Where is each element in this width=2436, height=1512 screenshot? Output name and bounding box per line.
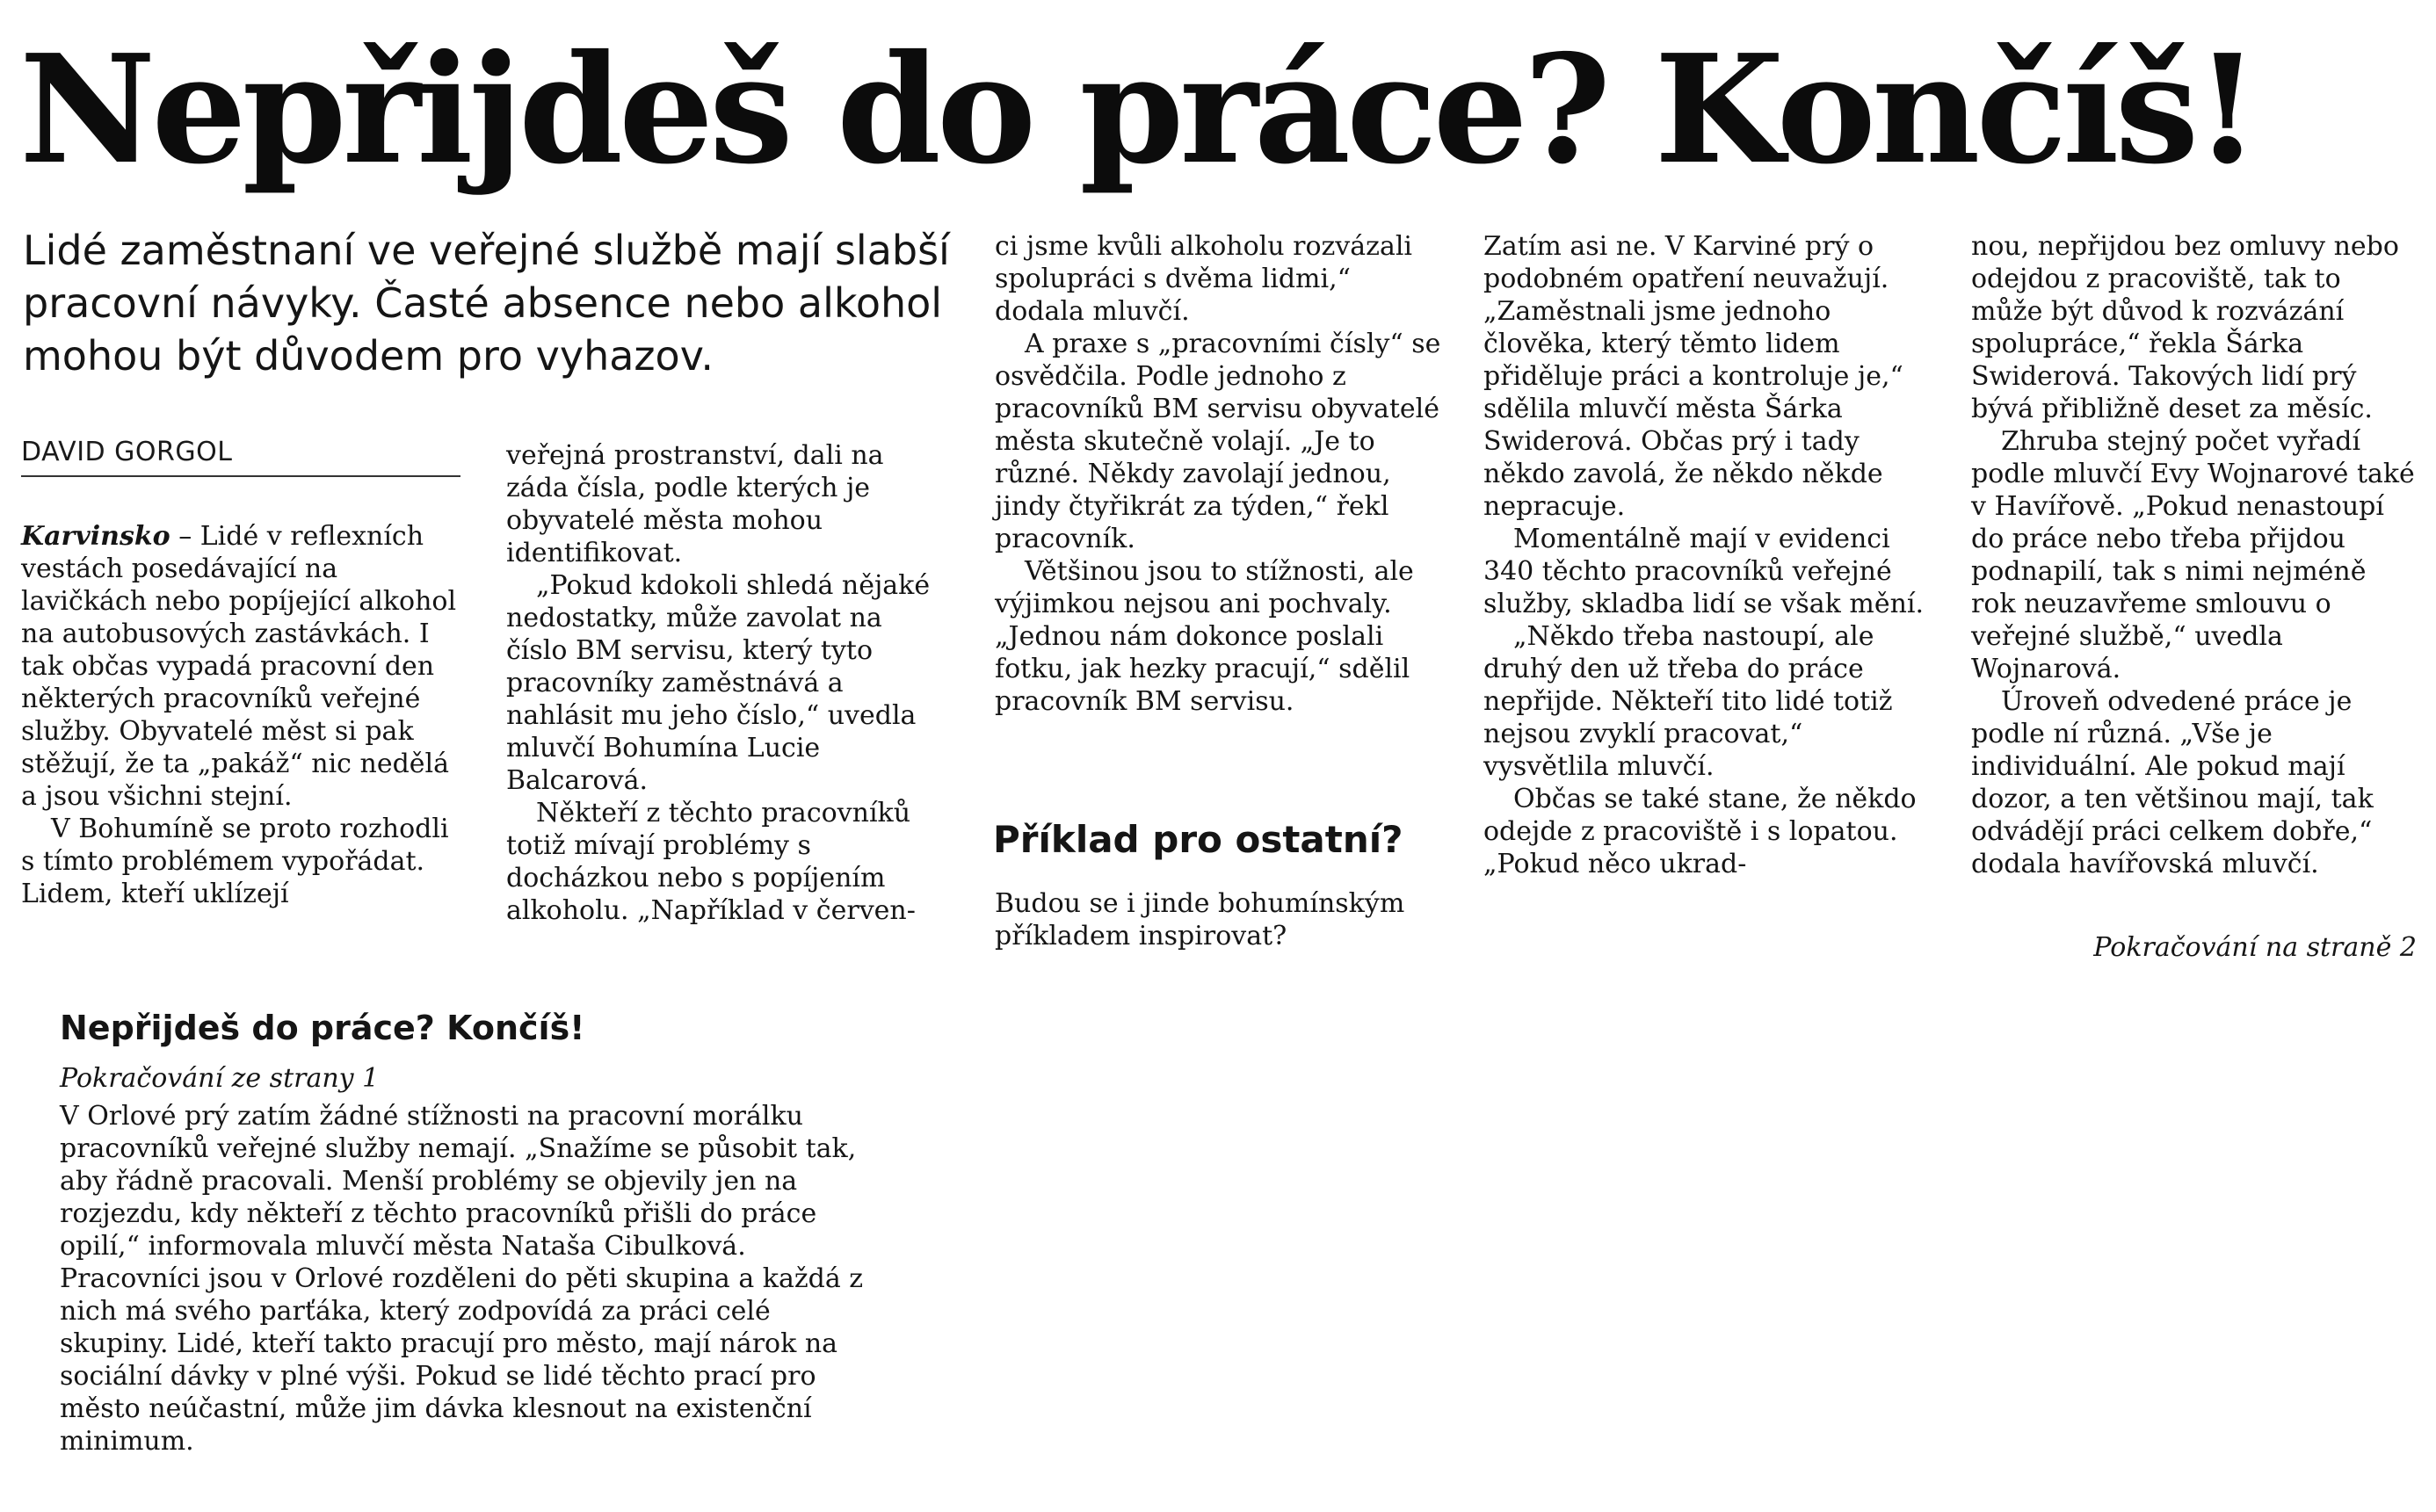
article-column-3	[995, 230, 1445, 718]
article-headline: Nepřijdeš do práce? Končíš!	[19, 22, 2256, 198]
article-column-1	[21, 520, 462, 910]
column-1-paragraph-1	[21, 520, 462, 813]
column-5-paragraph-1: nou, nepřijdou bez omluvy nebo odejdou z pracoviště, tak to může být důvod k rozvázání spolupráce,“ řekla Šárka Swiderová. Takových lidí prý bývá přibližně deset za měsíc.	[1971, 231, 2399, 424]
column-4-paragraph-2: Momentálně mají v evidenci 340 těchto pracovníků veřejné služby, skladba lidí se však mění.	[1483, 524, 1925, 619]
column-3-paragraph-1: ci jsme kvůli alkoholu rozvázali spolupráci s dvěma lidmi,“ dodala mluvčí.	[995, 231, 1413, 327]
column-5-paragraph-3: Úroveň odvedené práce je podle ní různá. „Vše je individuální. Ale pokud mají dozor, a ten většinou mají, tak odvádějí práci celkem dobře,“ dodala havířovská mluvčí.	[1971, 686, 2374, 879]
column-1-paragraph-1-text: – Lidé v reflexních vestách posedávající na lavičkách nebo popíjející alkohol na autobusových zastávkách. I tak občas vypadá pracovní den některých pracovníků veřejné služby. Obyvatelé měst si pak stěžují, že ta „pakáž“ nic nedělá a jsou všichni stejní.	[21, 521, 457, 812]
column-4-paragraph-4: Občas se také stane, že někdo odejde z pracoviště i s lopatou. „Pokud něco ukrad-	[1483, 784, 1917, 879]
article-column-3-continued	[995, 887, 1445, 952]
byline: DAVID GORGOL	[21, 435, 460, 477]
continued-on-page-note: Pokračování na straně 2	[2093, 932, 2417, 963]
column-4-paragraph-3: „Někdo třeba nastoupí, ale druhý den už třeba do práce nepřijde. Někteří tito lidé totiž nejsou zvyklí pracovat,“ vysvětlila mluvčí.	[1483, 621, 1893, 782]
article-column-2	[506, 439, 946, 927]
dateline: Karvinsko	[21, 521, 170, 552]
column-3-paragraph-4: Budou se i jinde bohumínským příkladem inspirovat?	[995, 888, 1405, 951]
continuation-body	[60, 1100, 881, 1458]
article-column-4	[1483, 230, 1927, 880]
column-1-paragraph-2: V Bohumíně se proto rozhodli s tímto problémem vypořádat. Lidem, kteří uklízejí	[21, 814, 449, 909]
column-2-paragraph-3: Někteří z těchto pracovníků totiž mívají problémy s docházkou nebo s popíjením alkoholu. „Například v červen-	[506, 798, 916, 926]
article-lead: Lidé zaměstnaní ve veřejné službě mají slabší pracovní návyky. Časté absence nebo alkohol mohou být důvodem pro vyhazov.	[23, 227, 950, 380]
column-3-paragraph-3: Většinou jsou to stížnosti, ale výjimkou nejsou ani pochvaly. „Jednou nám dokonce poslali fotku, jak hezky pracují,“ sdělil pracovník BM servisu.	[995, 556, 1414, 717]
column-5-paragraph-2: Zhruba stejný počet vyřadí podle mluvčí Evy Wojnarové také v Havířově. „Pokud nenastoupí do práce nebo třeba přijdou podnapilí, tak s nimi nejméně rok neuzavřeme smlouvu o veřejné službě,“ uvedla Wojnarová.	[1971, 426, 2415, 684]
continuation-title: Nepřijdeš do práce? Končíš!	[60, 1009, 585, 1047]
column-2-paragraph-1: veřejná prostranství, dali na záda čísla, podle kterých je obyvatelé města mohou identifikovat.	[506, 440, 884, 568]
continuation-paragraph: V Orlové prý zatím žádné stížnosti na pracovní morálku pracovníků veřejné služby nemají. „Snažíme se působit tak, aby řádně pracovali. Menší problémy se objevily jen na rozjezdu, kdy někteří z těchto pracovníků přišli do práce opilí,“ informovala mluvčí města Nataša Cibulková. Pracovníci jsou v Orlové rozděleni do pěti skupina a každá z nich má svého parťáka, který zodpovídá za práci celé skupiny. Lidé, kteří takto pracují pro město, mají nárok na sociální dávky v plné výši. Pokud se lidé těchto prací pro město neúčastní, může jim dávka klesnout na existenční minimum.	[60, 1101, 864, 1457]
column-4-paragraph-1: Zatím asi ne. V Karviné prý o podobném opatření neuvažují. „Zaměstnali jsme jednoho člověka, který těmto lidem přiděluje práci a kontroluje je,“ sdělila mluvčí města Šárka Swiderová. Občas prý i tady někdo zavolá, že někdo někde nepracuje.	[1483, 231, 1903, 522]
column-2-paragraph-2: „Pokud kdokoli shledá nějaké nedostatky, může zavolat na číslo BM servisu, který tyto pracovníky zaměstnává a nahlásit mu jeho číslo,“ uvedla mluvčí Bohumína Lucie Balcarová.	[506, 570, 931, 796]
continued-from-page-note: Pokračování ze strany 1	[60, 1063, 380, 1094]
article-subhead: Příklad pro ostatní?	[993, 818, 1403, 861]
article-column-5	[1971, 230, 2417, 880]
column-3-paragraph-2: A praxe s „pracovními čísly“ se osvědčila. Podle jednoho z pracovníků BM servisu obyvatelé města skutečně volají. „Je to různé. Někdy zavolají jednou, jindy čtyřikrát za týden,“ řekl pracovník.	[995, 329, 1441, 554]
